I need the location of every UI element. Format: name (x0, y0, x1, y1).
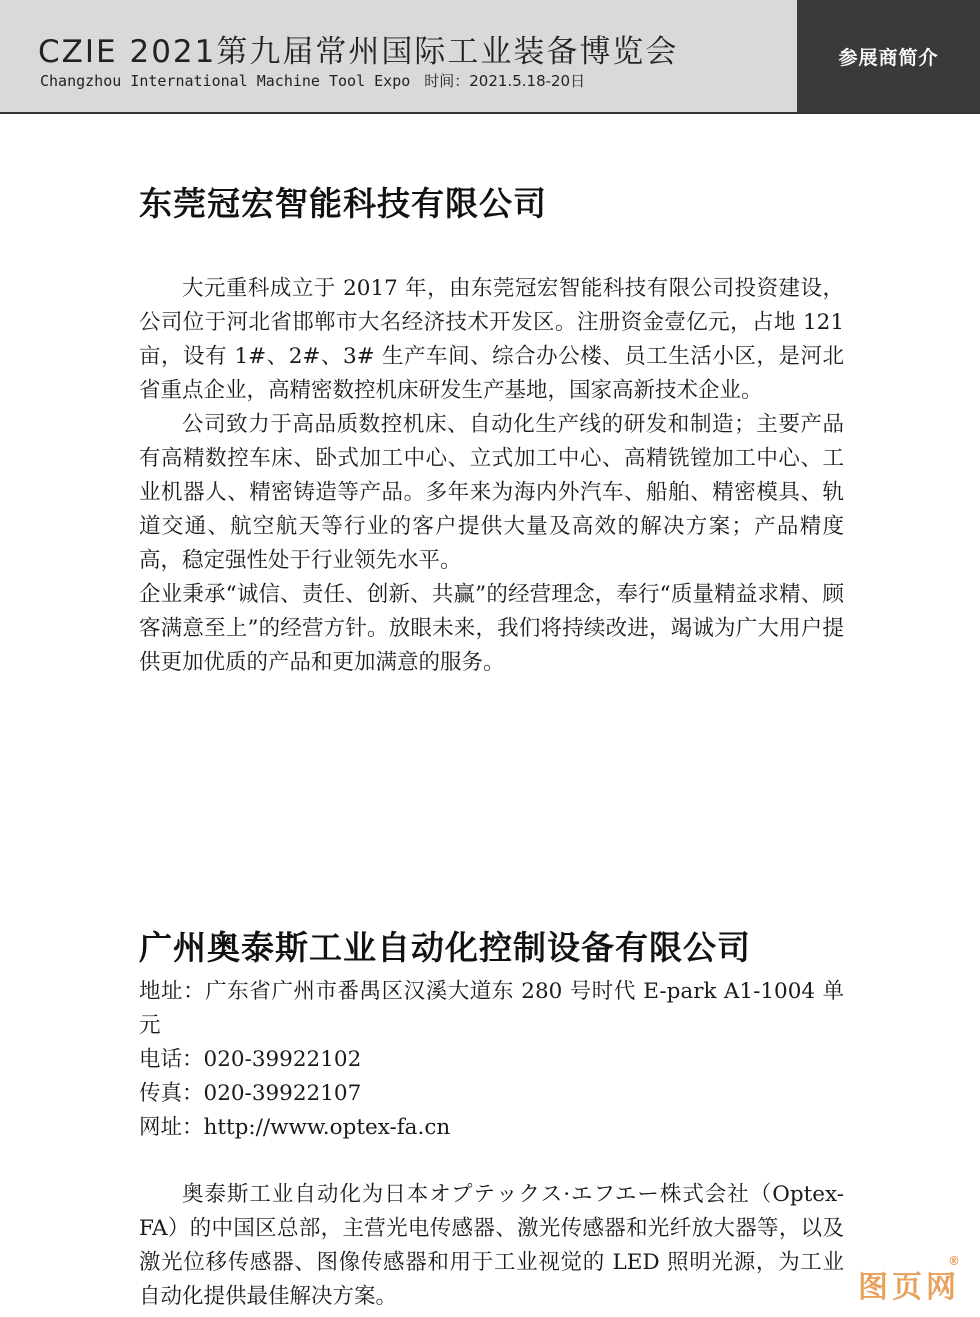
company2-paragraph: 奥泰斯工业自动化为日本オプテックス·エフエー株式会社（Optex-FA）的中国区总部，主营光电传感器、激光传感器和光纤放大器等，以及激光位移传感器、图像传感器和用于工业视觉的 LED 照明光源，为工业自动化提供最佳解决方案。 (139, 1182, 844, 1309)
company1-paragraph: 大元重科成立于 2017 年，由东莞冠宏智能科技有限公司投资建设，公司位于河北省邯郸市大名经济技术开发区。注册资金壹亿元，占地 121 亩，设有 1#、2#、3# 生产车间、综合办公楼、员工生活小区，是河北省重点企业，高精密数控机床研发生产基地，国家高新技术企业。 (139, 276, 844, 403)
company2-address-row (139, 975, 844, 1043)
expo-english-name: Changzhou International Machine Tool Expo (40, 72, 411, 90)
page-header (0, 0, 980, 114)
section-tag: 参展商简介 (797, 0, 980, 112)
site-watermark (858, 1254, 964, 1306)
address-value: 广东省广州市番禺区汉溪大道东 280 号时代 E-park A1-1004 单元 (139, 979, 844, 1038)
registered-mark: ® (948, 1254, 964, 1268)
company2-phone-row (139, 1043, 844, 1077)
company2-name: 广州奥泰斯工业自动化控制设备有限公司 (139, 928, 751, 967)
web-link[interactable]: http://www.optex-fa.cn (203, 1115, 451, 1140)
web-label: 网址： (139, 1115, 204, 1140)
company1-paragraph: 企业秉承“诚信、责任、创新、共赢”的经营理念，奉行“质量精益求精、顾客满意至上”的经营方针。放眼未来，我们将持续改进，竭诚为广大用户提供更加优质的产品和更加满意的服务。 (139, 582, 844, 675)
expo-subtitle (40, 70, 585, 91)
fax-label: 传真： (139, 1081, 204, 1106)
company1-paragraph: 公司致力于高品质数控机床、自动化生产线的研发和制造；主要产品有高精数控车床、卧式加工中心、立式加工中心、高精铣镗加工中心、工业机器人、精密铸造等产品。多年来为海内外汽车、船舶、精密模具、轨道交通、航空航天等行业的客户提供大量及高效的解决方案；产品精度高，稳定强性处于行业领先水平。 (139, 412, 844, 573)
expo-date: 时间：2021.5.18-20日 (424, 72, 586, 90)
company1-name: 东莞冠宏智能科技有限公司 (139, 184, 547, 223)
expo-title: CZIE 2021第九届常州国际工业装备博览会 (38, 34, 679, 70)
fax-value: 020-39922107 (203, 1081, 362, 1106)
phone-label: 电话： (139, 1047, 204, 1072)
company1-description (139, 272, 844, 680)
company2-description (139, 1178, 844, 1314)
company2-web-row (139, 1111, 844, 1145)
company2-fax-row (139, 1077, 844, 1111)
company2-contact-info (139, 975, 844, 1145)
watermark-text: 图页网 (858, 1270, 960, 1305)
address-label: 地址： (139, 979, 206, 1004)
phone-value: 020-39922102 (203, 1047, 362, 1072)
